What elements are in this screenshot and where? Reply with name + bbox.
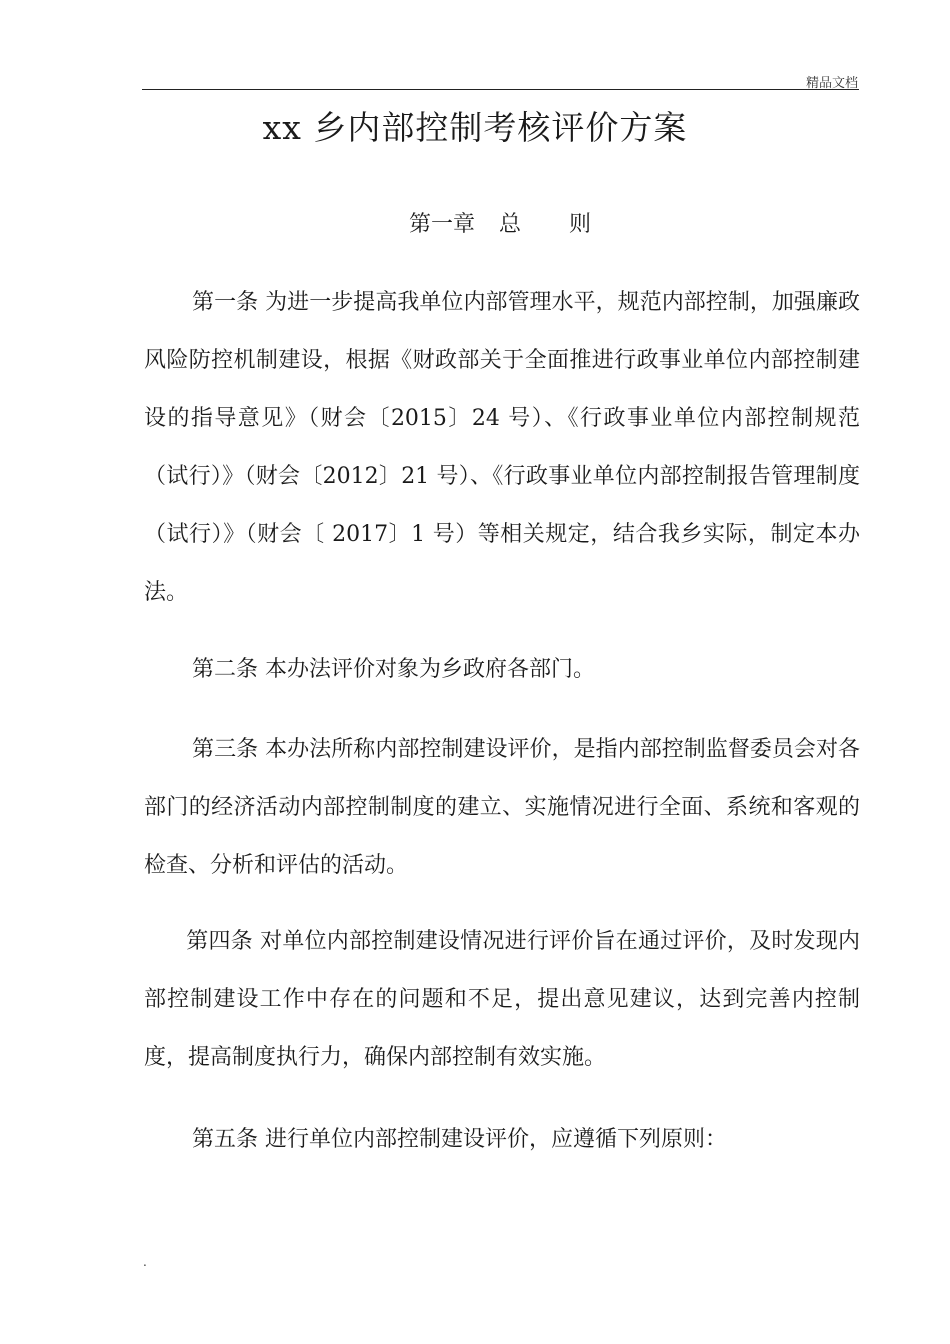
article-1 [144, 274, 860, 622]
header-rule [142, 89, 859, 90]
footer-mark: . [143, 1255, 147, 1269]
article-2 [144, 641, 860, 699]
article-text: 第二条 本办法评价对象为乡政府各部门。 [192, 657, 595, 682]
article-3 [144, 721, 860, 895]
article-text: 第五条 进行单位内部控制建设评价，应遵循下列原则： [192, 1127, 727, 1152]
article-text: 第三条 本办法所称内部控制建设评价，是指内部控制监督委员会对各部门的经济活动内部控制制度的建立、实施情况进行全面、系统和客观的检查、分析和评估的活动。 [144, 737, 860, 878]
document-title: xx 乡内部控制考核评价方案 [262, 108, 688, 147]
article-5 [144, 1111, 860, 1169]
chapter-heading [0, 205, 950, 245]
article-4 [144, 913, 860, 1087]
chapter-name-part2: 则 [569, 212, 592, 237]
article-text: 第四条 对单位内部控制建设情况进行评价旨在通过评价，及时发现内部控制建设工作中存在的问题和不足，提出意见建议，达到完善内控制度，提高制度执行力，确保内部控制有效实施。 [144, 929, 860, 1070]
header-label: 精品文档 [805, 76, 858, 91]
chapter-number: 第一章 [408, 212, 475, 237]
chapter-name-part1: 总 [498, 212, 521, 237]
article-text: 第一条 为进一步提高我单位内部管理水平，规范内部控制，加强廉政风险防控机制建设，根据《财政部关于全面推进行政事业单位内部控制建设的指导意见》（财会〔2015〕24 号）、《行政事业单位内部控制规范（试行）》（财会〔2012〕21 号）、《行政事业单位内部控制报告管理制度（试行）》（财会〔 2017〕1 号）等相关规定，结合我乡实际，制定本办法。 [144, 290, 860, 605]
